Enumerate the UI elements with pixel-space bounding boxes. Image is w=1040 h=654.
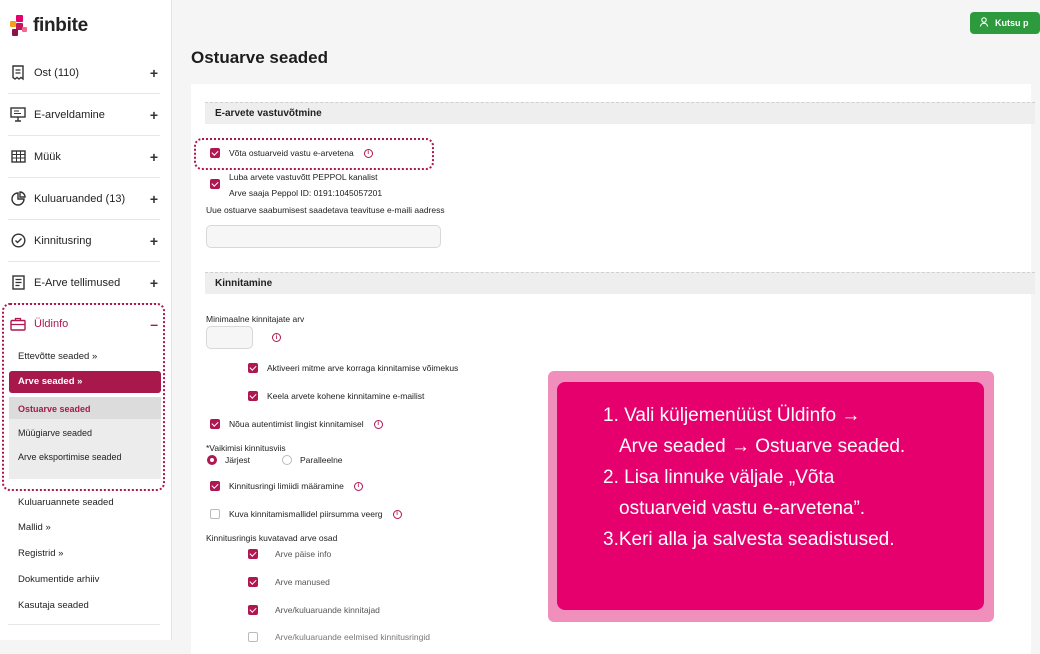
multi-approve-row [248,363,458,373]
notification-email-input[interactable] [206,225,441,248]
divider [8,624,160,625]
sidebar-sub-invoice-settings[interactable]: Arve seaded » [9,371,161,393]
limits-row [210,481,363,491]
expand-icon[interactable]: + [149,275,158,291]
sidebar-sub-company-settings[interactable]: Ettevõtte seaded » [18,351,98,362]
info-icon[interactable]: i [364,149,373,158]
highlight-frame [194,138,434,170]
parts-attachments-checkbox[interactable] [248,577,258,587]
parts-row-previous [248,632,430,642]
parts-header-checkbox[interactable] [248,549,258,559]
expand-icon[interactable]: + [149,149,158,165]
peppol-row [210,172,382,198]
peppol-checkbox[interactable] [210,179,220,189]
info-icon[interactable]: i [354,482,363,491]
default-mode-label: *Vaikimisi kinnitusviis [206,443,286,453]
finbite-logo-icon [10,15,28,37]
sidebar-item-label: Üldinfo [34,318,69,330]
expand-icon[interactable]: + [149,191,158,207]
invite-user-button[interactable] [970,12,1040,34]
submenu-sales-invoice-settings[interactable]: Müügiarve seaded [18,428,93,438]
template-limits-checkbox[interactable] [210,509,220,519]
peppol-label: Luba arvete vastuvõtt PEPPOL kanalist [229,172,378,182]
invite-label: Kutsu p [995,18,1029,28]
sidebar-item-einvoicing[interactable] [8,94,160,136]
logo-text: finbite [33,15,88,36]
mode-parallel-row [282,455,343,465]
instruction-callout [557,382,984,610]
expand-icon[interactable]: + [149,107,158,123]
sidebar-item-label: Ost (110) [34,66,80,79]
sidebar-item-sales[interactable] [8,136,160,178]
pie-icon [10,191,26,207]
mode-parallel-label: Paralleelne [300,455,343,465]
sidebar-sub-expense-report-settings[interactable]: Kuluaruannete seaded [18,497,114,508]
expand-icon[interactable]: + [149,233,158,249]
sidebar-item-label: E-Arve tellimused [34,276,121,289]
auth-label: Nõua autentimist lingist kinnitamisel [229,419,364,429]
sidebar-item-label: E-arveldamine [34,108,105,121]
multi-approve-label: Aktiveeri mitme arve korraga kinnitamise võimekus [267,363,459,373]
parts-approvers-label: Arve/kuluaruande kinnitajad [275,605,380,615]
mode-sequential-label: Järjest [225,455,251,465]
parts-attachments-label: Arve manused [275,577,330,587]
limits-label: Kinnitusringi limiidi määramine [229,481,344,491]
parts-previous-checkbox[interactable] [248,632,258,642]
sidebar-sub-registers[interactable]: Registrid » [18,548,64,559]
callout-step-2: 2. Lisa linnuke väljale „Võta [603,467,835,488]
callout-step-1-cont: Arve seaded → Ostuarve seaded. [619,436,906,457]
parts-header-label: Arve päise info [275,549,332,559]
multi-approve-checkbox[interactable] [248,363,258,373]
sidebar-item-label: Müük [34,150,61,163]
submenu-invoice-export-settings[interactable]: Arve eksportimise seaded [18,452,122,462]
sidebar-sub-document-archive[interactable]: Dokumentide arhiiv [18,574,100,585]
parts-row-attachments [248,577,330,587]
notification-email-label: Uue ostuarve saabumisest saadetava teavituse e-maili aadress [206,205,445,215]
sidebar-item-purchase[interactable] [8,52,160,94]
add-user-icon [980,17,990,29]
min-approvers-input[interactable] [206,326,253,349]
info-icon[interactable]: i [272,333,281,342]
page-title: Ostuarve seaded [191,48,329,67]
logo[interactable] [10,12,88,40]
callout-step-1: 1. Vali küljemenüüst Üldinfo → [603,405,861,426]
collapse-icon[interactable]: – [150,316,158,332]
section-einvoice-heading: E-arvete vastuvõtmine [205,102,1035,124]
parts-label: Kinnitusringis kuvatavad arve osad [206,533,338,543]
sidebar-item-label: Kinnitusring [34,234,92,247]
receipt-icon [10,65,26,81]
info-icon[interactable]: i [374,420,383,429]
highlight-frame [2,303,165,491]
mode-sequential-row [207,455,250,465]
submenu-purchase-invoice-settings[interactable]: Ostuarve seaded [18,404,91,414]
email-approve-row [248,391,424,401]
template-limits-label: Kuva kinnitamismallidel piirsumma veerg [229,509,383,519]
info-icon[interactable]: i [393,510,402,519]
mode-sequential-radio[interactable] [207,455,217,465]
sidebar-sub-user-settings[interactable]: Kasutaja seaded [18,600,89,611]
section-approval-heading: Kinnitamine [205,272,1035,294]
email-approve-label: Keela arvete kohene kinnitamine e-mailist [267,391,425,401]
check-circle-icon [10,233,26,249]
peppol-id: Arve saaja Peppol ID: 0191:1045057201 [229,188,383,198]
sidebar-item-approval-round[interactable] [8,220,160,262]
sidebar [0,0,172,640]
accept-einvoice-label: Võta ostuarveid vastu e-arvetena [229,148,354,158]
parts-approvers-checkbox[interactable] [248,605,258,615]
sidebar-item-einvoice-orders[interactable] [8,262,160,304]
parts-previous-label: Arve/kuluaruande eelmised kinnitusringid [275,632,430,642]
callout-step-3: 3.Keri alla ja salvesta seadistused. [603,529,895,550]
monitor-icon [10,107,26,123]
table-icon [10,149,26,165]
document-icon [10,275,26,291]
min-approvers-label: Minimaalne kinnitajate arv [206,314,305,324]
mode-parallel-radio[interactable] [282,455,292,465]
expand-icon[interactable]: + [149,65,158,81]
email-approve-checkbox[interactable] [248,391,258,401]
template-limits-row [210,509,402,519]
sidebar-item-expense-reports[interactable] [8,178,160,220]
parts-row-header [248,549,331,559]
limits-checkbox[interactable] [210,481,220,491]
auth-row [210,419,383,429]
auth-checkbox[interactable] [210,419,220,429]
callout-step-2-cont: ostuarveid vastu e-arvetena”. [619,498,866,519]
parts-row-approvers [248,605,380,615]
sidebar-sub-templates[interactable]: Mallid » [18,522,51,533]
sidebar-item-label: Kuluaruanded (13) [34,192,126,205]
